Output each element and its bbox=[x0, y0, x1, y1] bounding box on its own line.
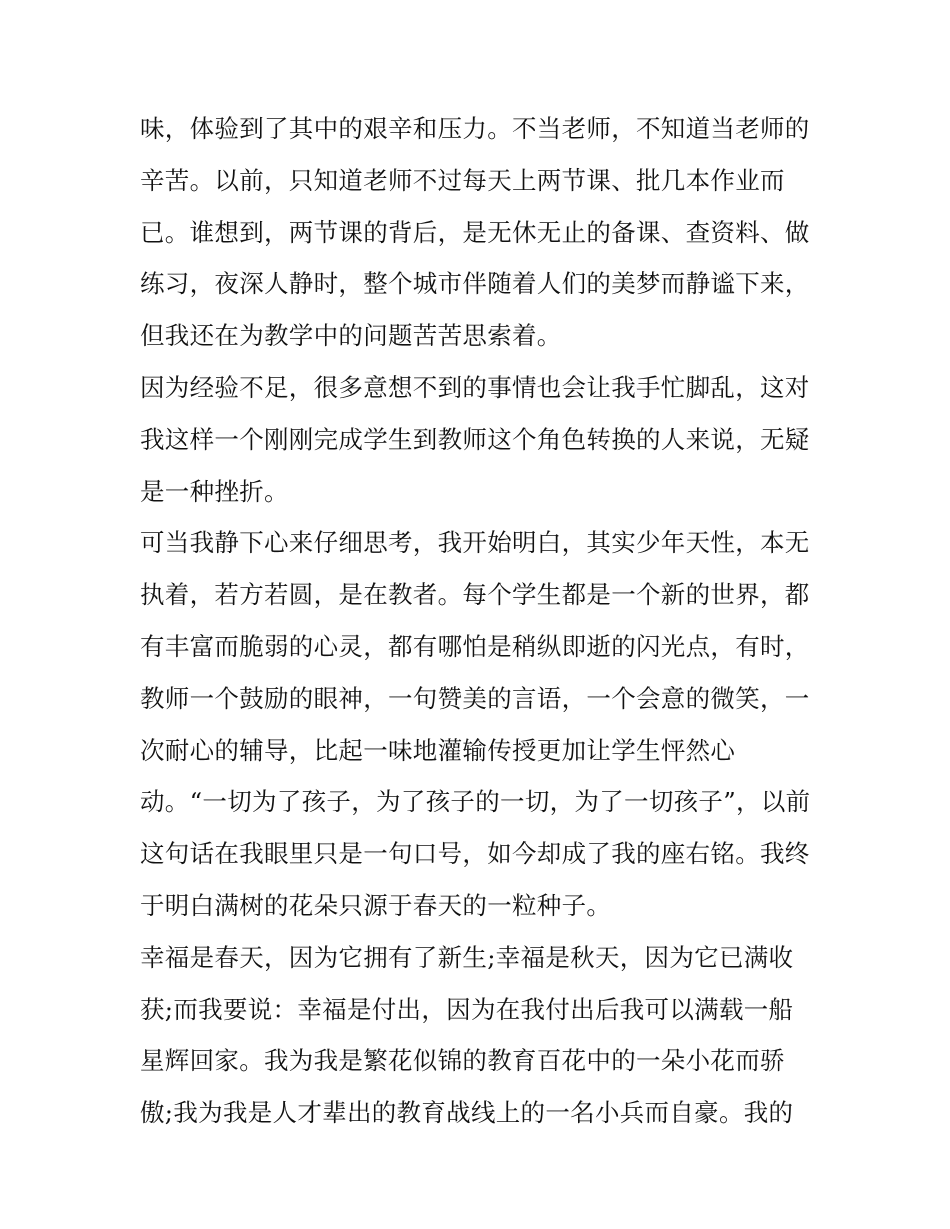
text-line-3: 已。谁想到，两节课的背后，是无休无止的备课、查资料、做 bbox=[140, 217, 810, 247]
body-text bbox=[140, 103, 820, 1139]
text-line-8: 是一种挫折。 bbox=[140, 476, 289, 506]
text-line-15: 这句话在我眼里只是一句口号，如今却成了我的座右铭。我终 bbox=[140, 839, 810, 869]
text-line-1: 味，体验到了其中的艰辛和压力。不当老师，不知道当老师的 bbox=[140, 114, 810, 143]
text-line-16: 于明白满树的花朵只源于春天的一粒种子。 bbox=[140, 890, 612, 920]
text-line-10: 执着，若方若圆，是在教者。每个学生都是一个新的世界，都 bbox=[140, 580, 810, 610]
text-line-12: 教师一个鼓励的眼神，一句赞美的言语，一个会意的微笑，一 bbox=[140, 683, 810, 713]
text-line-7: 我这样一个刚刚完成学生到教师这个角色转换的人来说，无疑 bbox=[140, 424, 810, 454]
text-line-6: 因为经验不足，很多意想不到的事情也会让我手忙脚乱，这对 bbox=[140, 372, 810, 402]
text-line-18: 获;而我要说：幸福是付出，因为在我付出后我可以满载一船 bbox=[140, 994, 794, 1024]
text-line-14: 动。“一切为了孩子，为了孩子的一切，为了一切孩子”，以前 bbox=[140, 787, 811, 817]
text-line-20: 傲;我为我是人才辈出的教育战线上的一名小兵而自豪。我的 bbox=[140, 1098, 794, 1128]
text-line-17: 幸福是春天，因为它拥有了新生;幸福是秋天，因为它已满收 bbox=[140, 942, 794, 972]
text-line-4: 练习，夜深人静时，整个城市伴随着人们的美梦而静谧下来， bbox=[140, 269, 810, 299]
text-line-11: 有丰富而脆弱的心灵，都有哪怕是稍纵即逝的闪光点，有时， bbox=[140, 631, 810, 661]
text-line-19: 星辉回家。我为我是繁花似锦的教育百花中的一朵小花而骄 bbox=[140, 1046, 785, 1076]
text-line-13: 次耐心的辅导，比起一味地灌输传授更加让学生怦然心 bbox=[140, 735, 736, 765]
text-line-2: 辛苦。以前，只知道老师不过每天上两节课、批几本作业而 bbox=[140, 165, 785, 195]
text-line-5: 但我还在为教学中的问题苦苦思索着。 bbox=[140, 321, 562, 351]
text-line-9: 可当我静下心来仔细思考，我开始明白，其实少年天性，本无 bbox=[140, 528, 810, 558]
